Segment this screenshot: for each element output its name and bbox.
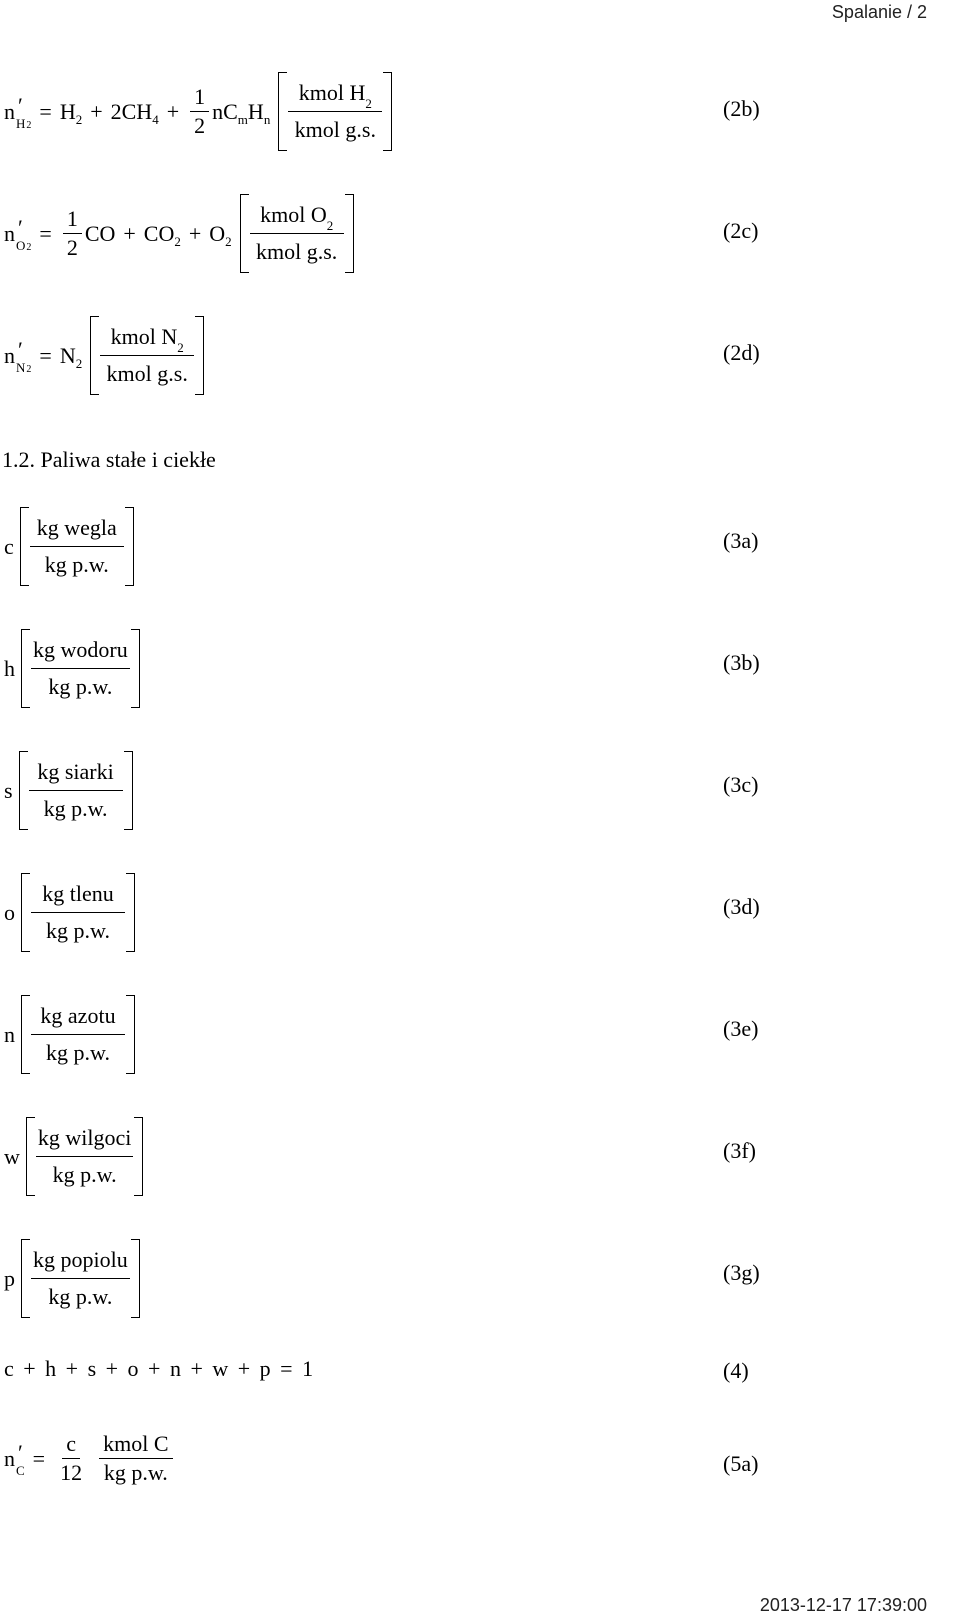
equation-number-4: (4) (723, 1358, 749, 1383)
eq2d-unit: $\frac{kmol N_2}{\text{kmol g.s.}}$ (90, 316, 204, 395)
page-footer-timestamp: 2013-12-17 17:39:00 (759, 1595, 927, 1615)
eq2c-unit: $\frac{kmol O_2}{\text{kmol g.s.}}$ (240, 194, 354, 273)
equation-number-2d: (2d) (723, 340, 760, 365)
equation-3a: c $\frac{\text{kg wegla}}{\text{kg p.w.}}$ (4, 507, 134, 586)
equation-2d: n ′ $_{N2}$ = N 2 $\frac{kmol N_2}{\text{kmol g.s.}}$ (4, 316, 204, 395)
equation-number-3c: (3c) (723, 772, 759, 797)
eq5a-lhs: n ′ $_C$ (4, 1439, 25, 1478)
eq5a-fraction: $\frac{c}{12}$ (60, 1431, 83, 1485)
eq2b-unit: $\frac{kmol H_2}{\text{kmol g.s.}}$ (278, 72, 392, 151)
equation-2b: n ′ $_{H2}$ = H 2 + 2CH 4 + $\frac{1}{2}$ nC m H n $\frac{kmol H_2}{\text{kmol g.s.}}$ (4, 72, 392, 151)
equation-3d: o $\frac{\text{kg tlenu}}{\text{kg p.w.}}$ (4, 873, 135, 952)
equation-number-3a: (3a) (723, 528, 759, 553)
equation-3f: w $\frac{\text{kg wilgoci}}{\text{kg p.w.}}$ (4, 1117, 143, 1196)
page-header: Spalanie / 2 (831, 2, 927, 22)
equation-number-3b: (3b) (723, 650, 760, 675)
eq2b-half: $\frac{1}{2}$ (190, 86, 209, 137)
equation-number-3g: (3g) (723, 1260, 760, 1285)
eq2d-lhs: n ′ $_{N2}$ (4, 336, 32, 375)
section-heading: 1.2. Paliwa stałe i ciekłe (2, 447, 216, 472)
equation-number-2b: (2b) (723, 96, 760, 121)
equation-number-3d: (3d) (723, 894, 760, 919)
equation-3c: s $\frac{\text{kg siarki}}{\text{kg p.w.}}$ (4, 751, 133, 830)
equation-5a: n ′ $_C$ = $\frac{c}{12}$ $\frac{\text{kmol C}}{\text{kg p.w.}}$ (4, 1433, 176, 1484)
equation-3b: h $\frac{\text{kg wodoru}}{\text{kg p.w.}}$ (4, 629, 140, 708)
equation-3g: p $\frac{\text{kg popiolu}}{\text{kg p.w.}}$ (4, 1239, 140, 1318)
eq2c-lhs: n ′ $_{O2}$ (4, 214, 32, 253)
equation-number-5a: (5a) (723, 1451, 759, 1476)
eq2c-half: $\frac{1}{2}$ (63, 208, 82, 259)
equation-number-3f: (3f) (723, 1138, 756, 1163)
equation-number-2c: (2c) (723, 218, 759, 243)
equation-number-3e: (3e) (723, 1016, 759, 1041)
equation-4: c + h + s + o + n + w + p = 1 (4, 1356, 314, 1381)
eq2b-lhs: n ′ $_{H2}$ (4, 92, 32, 131)
equation-2c: n ′ $_{O2}$ = $\frac{1}{2}$ CO + CO 2 + O 2 $\frac{kmol O_2}{\text{kmol g.s.}}$ (4, 194, 354, 273)
equation-3e: n $\frac{\text{kg azotu}}{\text{kg p.w.}}$ (4, 995, 135, 1074)
eq5a-unit: $\frac{\text{kmol C}}{\text{kg p.w.}}$ (99, 1433, 172, 1484)
